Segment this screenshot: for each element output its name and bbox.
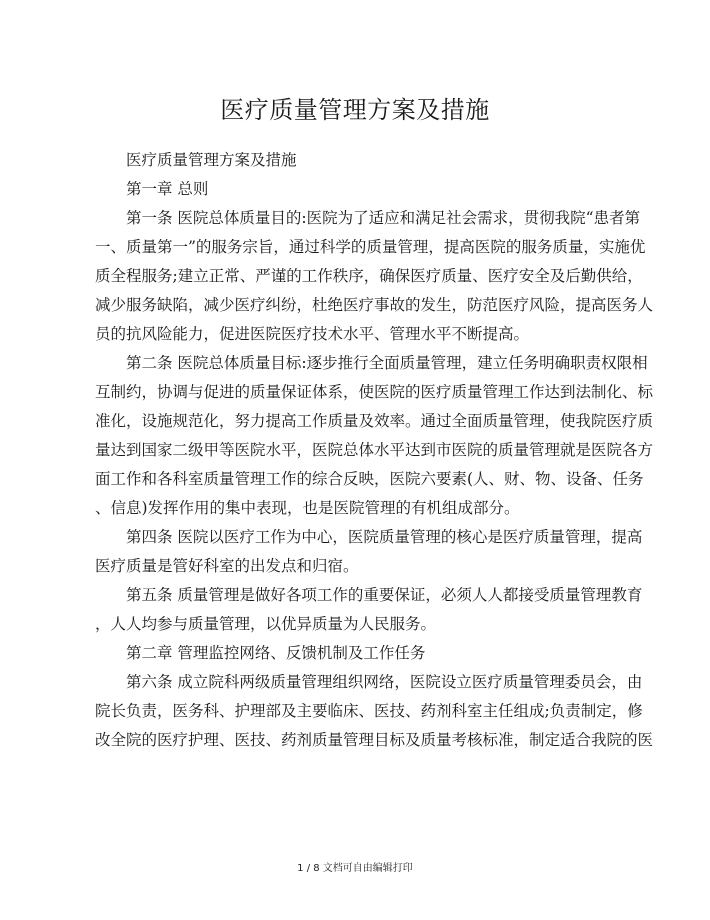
paragraph-line: 互制约，协调与促进的质量保证体系，使医院的医疗质量管理工作达到法制化、标: [95, 383, 654, 401]
paragraph-line: ，人人均参与质量管理，以优异质量为人民服务。: [95, 615, 437, 633]
paragraph-line: 一、质量第一”的服务宗旨，通过科学的质量管理，提高医院的服务质量，实施优: [95, 238, 646, 256]
paragraph-line: 第五条 质量管理是做好各项工作的重要保证，必须人人都接受质量管理教育: [126, 586, 643, 604]
document-title: 医疗质量管理方案及措施: [220, 96, 490, 124]
paragraph-line: 医疗质量是管好科室的出发点和归宿。: [95, 557, 359, 575]
paragraph-line: 员的抗风险能力，促进医院医疗技术水平、管理水平不断提高。: [95, 325, 530, 343]
article-1-paragraph: [95, 204, 654, 349]
paragraph-line: 、信息)发挥作用的集中表现，也是医院管理的有机组成部分。: [95, 499, 520, 517]
paragraph-line: 准化，设施规范化，努力提高工作质量及效率。通过全面质量管理，使我院医疗质: [95, 412, 654, 430]
subtitle: 医疗质量管理方案及措施: [126, 151, 297, 169]
paragraph-line: 第二条 医院总体质量目标:逐步推行全面质量管理，建立任务明确职责权限相: [126, 354, 648, 372]
paragraph-line: 减少服务缺陷，减少医疗纠纷，杜绝医疗事故的发生，防范医疗风险，提高医务人: [95, 296, 654, 314]
article-6-paragraph: [95, 668, 654, 755]
paragraph-line: 面工作和各科室质量管理工作的综合反映，医院六要素(人、财、物、设备、任务: [95, 470, 644, 488]
paragraph-line: 第一条 医院总体质量目的:医院为了适应和满足社会需求，贯彻我院“患者第: [126, 209, 641, 227]
paragraph-line: 第四条 医院以医疗工作为中心，医院质量管理的核心是医疗质量管理，提高: [126, 528, 643, 546]
paragraph-line: 改全院的医疗护理、医技、药剂质量管理目标及质量考核标准，制定适合我院的医: [95, 731, 654, 749]
article-2-paragraph: [95, 349, 654, 523]
paragraph-line: 第六条 成立院科两级质量管理组织网络，医院设立医疗质量管理委员会，由: [126, 673, 643, 691]
paragraph-line: 质全程服务;建立正常、严谨的工作秩序，确保医疗质量、医疗安全及后勤供给，: [95, 267, 643, 285]
paragraph-line: 量达到国家二级甲等医院水平，医院总体水平达到市医院的质量管理就是医院各方: [95, 441, 654, 459]
paragraph-line: 院长负责，医务科、护理部及主要临床、医技、药剂科室主任组成;负责制定，修: [95, 702, 643, 720]
page-footer: 1 / 8 文档可自由编辑打印: [297, 863, 413, 874]
article-4-paragraph: [95, 523, 643, 581]
chapter-heading-1: 第一章 总则: [126, 180, 209, 198]
article-5-paragraph: [95, 581, 643, 639]
document-body: [95, 146, 654, 755]
chapter-heading-2: 第二章 管理监控网络、反馈机制及工作任务: [126, 644, 426, 662]
